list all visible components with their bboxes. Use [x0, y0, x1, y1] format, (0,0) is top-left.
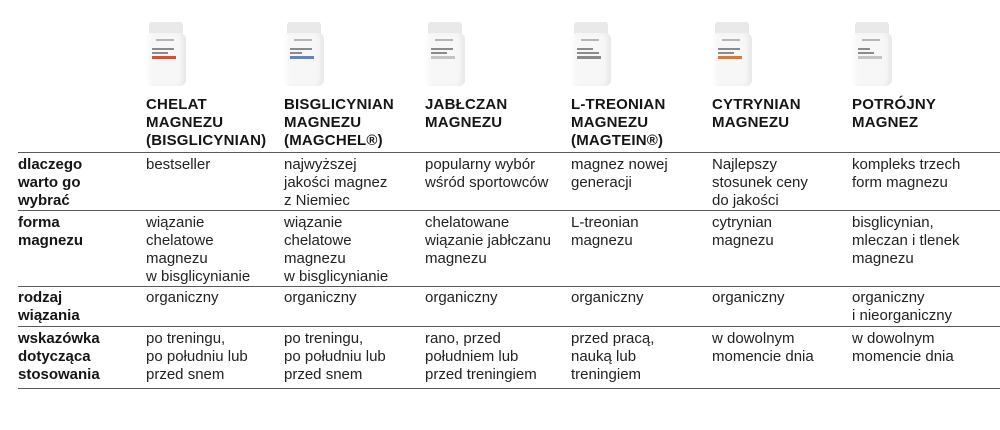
table-cell: organiczny [146, 289, 219, 306]
table-cell: organiczny [571, 289, 644, 306]
table-cell: kompleks trzech form magnezu [852, 156, 961, 191]
column-header-jablczan: JABŁCZAN MAGNEZU [425, 96, 508, 131]
product-image-2 [284, 22, 324, 86]
table-cell: chelatowane wiązanie jabłczanu magnezu [425, 214, 551, 267]
table-cell: cytrynian magnezu [712, 214, 774, 249]
table-cell: organiczny [284, 289, 357, 306]
product-image-3 [425, 22, 465, 86]
row-divider [18, 286, 1000, 287]
table-cell: bisglicynian, mleczan i tlenek magnezu [852, 214, 960, 267]
column-header-potrojny: POTRÓJNY MAGNEZ [852, 96, 937, 131]
table-cell: najwyższej jakości magnez z Niemiec [284, 156, 388, 209]
table-cell: Najlepszy stosunek ceny do jakości [712, 156, 808, 209]
row-label-form: forma magnezu [18, 214, 84, 249]
row-label-usage: wskazówka dotycząca stosowania [18, 330, 100, 383]
product-image-6 [852, 22, 892, 86]
product-image-4 [571, 22, 611, 86]
row-divider [18, 152, 1000, 153]
table-cell: magnez nowej generacji [571, 156, 668, 191]
column-header-l-treonian: L-TREONIAN MAGNEZU (MAGTEIN®) [571, 96, 666, 149]
row-divider [18, 210, 1000, 211]
table-cell: po treningu, po południu lub przed snem [284, 330, 386, 383]
table-cell: organiczny [712, 289, 785, 306]
table-cell: organiczny i nieorganiczny [852, 289, 953, 324]
row-label-why: dlaczego warto go wybrać [18, 156, 83, 209]
table-cell: w dowolnym momencie dnia [852, 330, 954, 365]
table-cell: wiązanie chelatowe magnezu w bisglicynianie [284, 214, 389, 285]
column-header-chelat: CHELAT MAGNEZU (BISGLICYNIAN) [146, 96, 267, 149]
table-cell: L-treonian magnezu [571, 214, 639, 249]
column-header-cytrynian: CYTRYNIAN MAGNEZU [712, 96, 801, 131]
table-cell: organiczny [425, 289, 498, 306]
row-divider [18, 326, 1000, 327]
table-cell: po treningu, po południu lub przed snem [146, 330, 248, 383]
row-label-binding: rodzaj wiązania [18, 289, 80, 324]
table-cell: bestseller [146, 156, 211, 173]
table-cell: popularny wybór wśród sportowców [425, 156, 549, 191]
table-cell: przed pracą, nauką lub treningiem [571, 330, 655, 383]
row-divider [18, 388, 1000, 389]
table-cell: w dowolnym momencie dnia [712, 330, 814, 365]
column-header-bisglicynian: BISGLICYNIAN MAGNEZU (MAGCHEL®) [284, 96, 394, 149]
table-cell: rano, przed południem lub przed treningiem [425, 330, 537, 383]
product-image-1 [146, 22, 186, 86]
product-image-5 [712, 22, 752, 86]
table-cell: wiązanie chelatowe magnezu w bisglicynianie [146, 214, 251, 285]
